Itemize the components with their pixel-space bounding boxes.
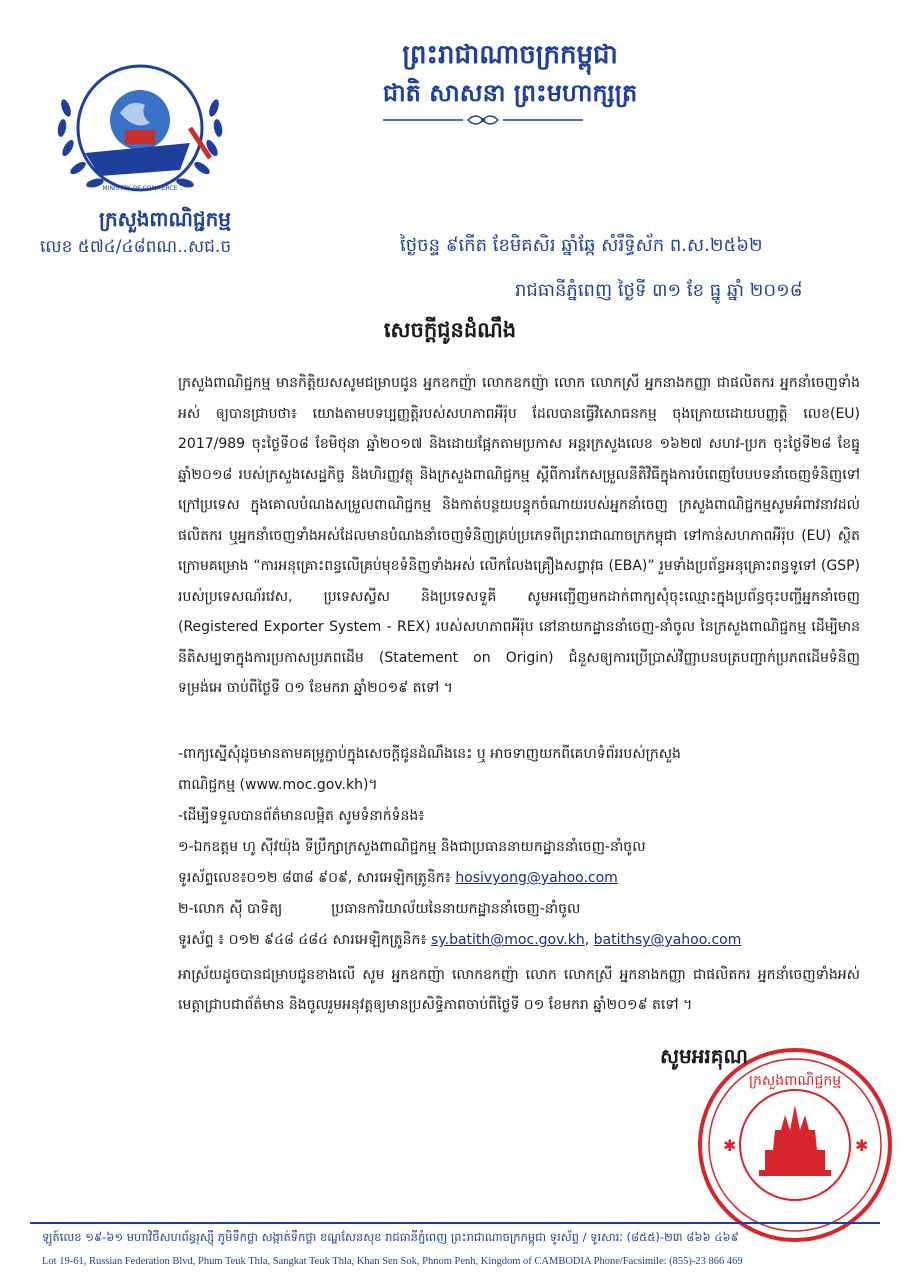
reference-number	[40, 236, 300, 261]
logo-caption: MINISTRY OF COMMERCE	[102, 185, 178, 192]
contact1-phone: ទូរស័ព្ទលេខ៖០១២ ៨៣៨ ៩០៩, សារអេឡិកត្រូនិក៖	[178, 870, 451, 886]
contact2-role: ប្រធានការិយាល័យនៃនាយកដ្ឋាននាំចេញ-នាំចូល	[331, 901, 581, 917]
reference-label: លេខ	[40, 237, 73, 257]
kingdom-title: ព្រះរាជាណាចក្រកម្ពុជា	[402, 40, 618, 70]
ministry-logo	[40, 58, 240, 208]
form-note-website: ពាណិជ្ជកម្ម (www.moc.gov.kh)។	[178, 777, 378, 793]
form-note: -ពាក្យស្នើសុំដូចមានតាមគម្រូភ្ជាប់ក្នុងសេចក្តីជូនដំណឹងនេះ ឬ អាចទាញយកពីគេហទំព័ររបស់ក្រសួង	[178, 746, 681, 762]
reference-value: ៥៧៤/៤៨ពណ..សជ.ច	[77, 237, 232, 257]
contact2-phone: ទូរស័ព្ទ ៖ ០១២ ៩៤៨ ៤៨៤ សារអេឡិកត្រូនិក៖	[178, 932, 427, 948]
contact2-email2-link[interactable]: batithsy@yahoo.com	[593, 932, 742, 948]
contact-intro: -ដើម្បីទទួលបានព័ត៌មានលម្អិត សូមទំនាក់ទំនង៖	[178, 808, 425, 824]
ministry-name: ក្រសួងពាណិជ្ជកម្ម	[99, 207, 231, 231]
contact2-name: ២-លោក ស៊ី បាទិត្យ	[178, 901, 283, 917]
lunar-date: ថ្ងៃចន្ទ ៩កើត ខែមិគសិរ ឆ្នាំឆ្កែ សំរឹទ្ធិស័ក ព.ស.២៥៦២	[400, 235, 763, 256]
contact1-name: ១-ឯកឧត្តម ហូ ស៊ីវយ៉ុង ទីប្រឹក្សាក្រសួងពាណិជ្ជកម្ម និងជាប្រធាននាយកដ្ឋាននាំចេញ-នាំចូល	[178, 839, 646, 855]
seal-text: ក្រសួងពាណិជ្ជកម្ម	[748, 1073, 842, 1089]
footer-divider	[30, 1222, 880, 1224]
svg-text:✱: ✱	[723, 1136, 737, 1155]
contact2-email-link[interactable]: sy.batith@moc.gov.kh	[431, 932, 585, 948]
contact1-email-link[interactable]: hosivyong@yahoo.com	[455, 870, 618, 886]
ornamental-divider	[383, 112, 583, 128]
footer-address-khmer: ឡូត៍លេខ ១៩-៦១ មហាវិថីសហព័ន្ធរុស្ស៊ី ភូមិទឹកថ្លា សង្កាត់ទឹកថ្លា ខណ្ឌសែនសុខ រាជធានីភ្នំពេញ ព្រះរាជាណាចក្រកម្ពុជា ទូរស័ព្ទ / ទូរសារៈ (៨៥៥)-២៣ ៨៦៦ ៤៦៩	[42, 1230, 739, 1244]
footer-address-english: Lot 19-61, Russian Federation Blvd, Phum Teuk Thla, Sangkat Teuk Thla, Khan Sen Sok, Phnom Penh, Kingdom of CAMBODIA Phone/Facsimile: (855)-23 866 469	[42, 1256, 743, 1267]
closing-paragraph: អាស្រ័យដូចបានជម្រាបជូនខាងលើ សូម អ្នកឧកញ៉ា លោកឧកញ៉ា លោក លោកស្រី អ្នកនាងកញ្ញា ជាផលិតករ អ្នកនាំចេញទាំងអស់ មេត្តាជ្រាបជាព័ត៌មាន និងចូលរួមអនុវត្តឲ្យមានប្រសិទ្ធិភាពចាប់ពីថ្ងៃទី ០១ ខែមករា ឆ្នាំ២០១៩ តទៅ ។	[178, 967, 860, 1013]
national-motto: ជាតិ សាសនា ព្រះមហាក្សត្រ	[382, 79, 638, 107]
solar-date: រាជធានីភ្នំពេញ ថ្ងៃទី ៣១ ខែ ធ្នូ ឆ្នាំ ២០១៨	[515, 280, 803, 301]
angkor-emblem-icon	[759, 1105, 831, 1176]
svg-text:✱: ✱	[855, 1136, 869, 1155]
document-title: សេចក្តីជូនដំណឹង	[383, 318, 517, 342]
signature-text: សូមអរគុណ	[660, 1044, 748, 1068]
official-seal	[695, 1045, 895, 1245]
main-paragraph: ក្រសួងពាណិជ្ជកម្ម មានកិត្តិយសសូមជម្រាបជូន អ្នកឧកញ៉ា លោកឧកញ៉ា លោក លោកស្រី អ្នកនាងកញ្ញា ជាផលិតករ អ្នកនាំចេញទាំងអស់ ឲ្យបានជ្រាបថា៖ យោងតាមបទប្បញ្ញត្តិរបស់សហភាពអឺរ៉ុប ដែលបានធ្វើវិសោធនកម្ម ចុងក្រោយដោយបញ្ញត្តិ លេខ(EU) 2017/989 ចុះថ្ងៃទី០៨ ខែមិថុនា ឆ្នាំ២០១៧ និងដោយផ្អែកតាមប្រកាស អន្តរក្រសួងលេខ ១៦២៧ សហវ-ប្រក ចុះថ្ងៃទី២៨ ខែធ្នូ ឆ្នាំ២០១៨ របស់ក្រសួងសេដ្ឋកិច្ច និងហិរញ្ញវត្ថុ និងក្រសួងពាណិជ្ជកម្ម ស្តីពីការកែសម្រួលនីតិវិធីក្នុងការបំពេញបែបបទនាំចេញទំនិញទៅក្រៅប្រទេស ក្នុងគោលបំណងសម្រួលពាណិជ្ជកម្ម និងកាត់បន្ថយបន្ទុកចំណាយរបស់អ្នកនាំចេញ ក្រសួងពាណិជ្ជកម្មសូមអំពាវនាវដល់ផលិតករ ឬអ្នកនាំចេញទាំងអស់ដែលមានបំណងនាំចេញទំនិញគ្រប់ប្រភេទពីព្រះរាជាណាចក្រកម្ពុជា ទៅកាន់សហភាពអឺរ៉ុប (EU) ស្ថិតក្រោមគម្រោង “ការអនុគ្រោះពន្ធលើគ្រប់មុខទំនិញទាំងអស់ លើកលែងគ្រឿងសព្វាវុធ (EBA)” រួមទាំងប្រព័ន្ធអនុគ្រោះពន្ធទូទៅ (GSP) របស់ប្រទេសណ័រវេស, ប្រទេសស្វីស និងប្រទេសទួគី សូមអញ្ជើញមកដាក់ពាក្យសុំចុះឈ្មោះក្នុងប្រព័ន្ធចុះបញ្ជីអ្នកនាំចេញ (Registered Exporter System - REX) របស់សហភាពអឺរ៉ុប នៅនាយកដ្ឋាននាំចេញ-នាំចូល នៃក្រសួងពាណិជ្ជកម្ម ដើម្បីមាននីតិសម្បទាក្នុងការប្រកាសប្រភពដើម (Statement on Origin) ជំនួសឲ្យការប្រើប្រាស់វិញ្ញាបនបត្របញ្ជាក់ប្រភពដើមទំនិញទម្រង់អេ ចាប់ពីថ្ងៃទី ០១ ខែមករា ឆ្នាំ២០១៩ តទៅ ។	[178, 375, 860, 696]
